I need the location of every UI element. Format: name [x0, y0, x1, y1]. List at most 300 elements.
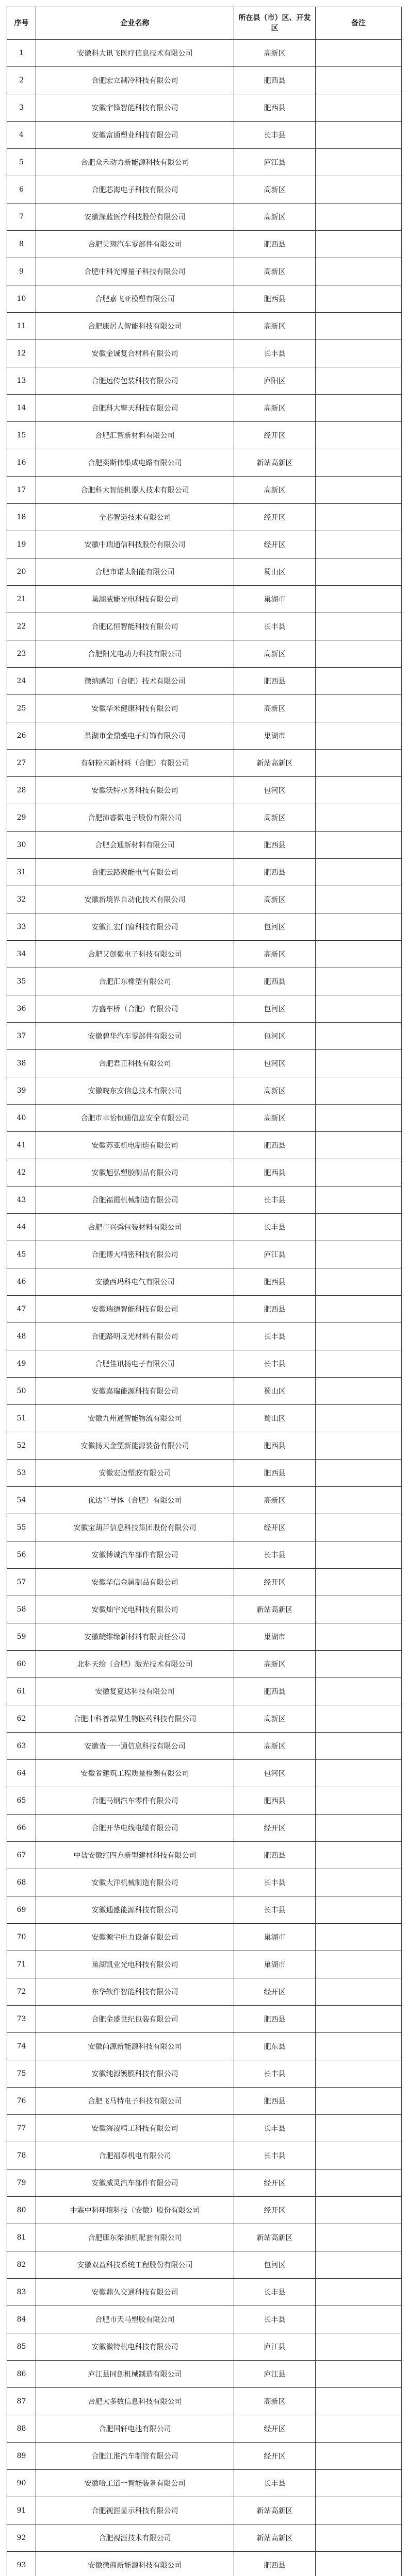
note-cell [316, 1815, 402, 1842]
row-number-cell: 92 [7, 2524, 36, 2552]
district-cell: 肥西县 [234, 2006, 316, 2033]
note-cell [316, 1187, 402, 1214]
district-cell: 包河区 [234, 1023, 316, 1050]
row-number-cell: 65 [7, 1787, 36, 1815]
company-name-cell: 合肥马钢汽车零件有限公司 [36, 1787, 234, 1815]
district-cell: 长丰县 [234, 2470, 316, 2497]
company-name-cell: 庐江县同创机械制造有限公司 [36, 2361, 234, 2388]
table-row [7, 2306, 402, 2333]
row-number-cell: 52 [7, 1432, 36, 1460]
table-row [7, 668, 402, 695]
company-name-cell: 中盐安徽红四方新型建材科技有限公司 [36, 1842, 234, 1869]
row-number-cell: 41 [7, 1132, 36, 1159]
table-row [7, 122, 402, 149]
district-cell: 高新区 [234, 204, 316, 231]
note-cell [316, 2006, 402, 2033]
company-name-cell: 方盛车桥（合肥）有限公司 [36, 995, 234, 1023]
table-row [7, 504, 402, 531]
district-cell: 高新区 [234, 695, 316, 722]
row-number-cell: 17 [7, 477, 36, 504]
row-number-cell: 24 [7, 668, 36, 695]
company-name-cell: 合肥博大精密科技有限公司 [36, 1241, 234, 1268]
company-name-cell: 合肥芯海电子科技有限公司 [36, 176, 234, 204]
row-number-cell: 26 [7, 722, 36, 750]
district-cell: 高新区 [234, 1733, 316, 1760]
district-cell: 经开区 [234, 2197, 316, 2224]
note-cell [316, 1105, 402, 1132]
company-name-cell: 安徽省一一通信息科技有限公司 [36, 1733, 234, 1760]
company-name-cell: 安徽华信金属制品有限公司 [36, 1569, 234, 1596]
row-number-cell: 13 [7, 367, 36, 395]
district-cell: 新站高新区 [234, 750, 316, 777]
company-name-cell: 安徽源宇电力设备有限公司 [36, 1924, 234, 1951]
company-name-cell: 安徽新境界自动化技术有限公司 [36, 886, 234, 913]
note-cell [316, 1596, 402, 1623]
company-name-cell: 安徽瑞德智能科技有限公司 [36, 1296, 234, 1323]
row-number-cell: 51 [7, 1405, 36, 1432]
table-row [7, 258, 402, 285]
district-cell: 新站高新区 [234, 449, 316, 477]
table-row [7, 2524, 402, 2552]
table-row [7, 94, 402, 122]
company-name-cell: 合肥昊翔汽车零部件有限公司 [36, 231, 234, 258]
note-cell [316, 1569, 402, 1596]
district-cell: 高新区 [234, 886, 316, 913]
row-number-cell: 40 [7, 1105, 36, 1132]
district-cell: 肥西县 [234, 231, 316, 258]
company-name-cell: 合肥君正科技有限公司 [36, 1050, 234, 1077]
note-cell [316, 2443, 402, 2470]
note-cell [316, 1623, 402, 1651]
district-cell: 长丰县 [234, 1323, 316, 1350]
district-cell: 经开区 [234, 1569, 316, 1596]
district-cell: 长丰县 [234, 1187, 316, 1214]
note-cell [316, 2170, 402, 2197]
district-cell: 肥西县 [234, 2552, 316, 2576]
row-number-cell: 83 [7, 2279, 36, 2306]
note-cell [316, 1705, 402, 1733]
note-cell [316, 258, 402, 285]
table-row [7, 1487, 402, 1514]
district-cell: 高新区 [234, 2388, 316, 2415]
row-number-cell: 69 [7, 1896, 36, 1924]
row-number-cell: 4 [7, 122, 36, 149]
table-row [7, 2497, 402, 2524]
company-name-cell: 合肥汇东橡塑有限公司 [36, 968, 234, 995]
row-number-cell: 47 [7, 1296, 36, 1323]
note-cell [316, 2524, 402, 2552]
row-number-cell: 49 [7, 1350, 36, 1378]
note-cell [316, 1159, 402, 1187]
row-number-cell: 86 [7, 2361, 36, 2388]
note-cell [316, 2552, 402, 2576]
company-name-cell: 合肥宏立制冷科技有限公司 [36, 67, 234, 94]
note-cell [316, 1023, 402, 1050]
district-cell: 肥西县 [234, 1432, 316, 1460]
company-name-cell: 安徽科大讯飞医疗信息技术有限公司 [36, 40, 234, 67]
row-number-cell: 53 [7, 1460, 36, 1487]
table-row [7, 2033, 402, 2060]
row-number-cell: 35 [7, 968, 36, 995]
table-row [7, 1951, 402, 1978]
table-row [7, 1869, 402, 1896]
row-number-cell: 91 [7, 2497, 36, 2524]
company-name-cell: 安徽九州通智能物流有限公司 [36, 1405, 234, 1432]
table-row [7, 750, 402, 777]
table-row [7, 1705, 402, 1733]
table-row [7, 1023, 402, 1050]
note-cell [316, 1460, 402, 1487]
company-name-cell: 合肥亿恒智能科技有限公司 [36, 613, 234, 640]
district-cell: 经开区 [234, 2443, 316, 2470]
row-number-cell: 22 [7, 613, 36, 640]
note-cell [316, 1268, 402, 1296]
table-row [7, 640, 402, 668]
note-cell [316, 340, 402, 367]
row-number-cell: 59 [7, 1623, 36, 1651]
note-cell [316, 1787, 402, 1815]
district-cell: 包河区 [234, 1050, 316, 1077]
note-cell [316, 367, 402, 395]
note-cell [316, 640, 402, 668]
district-cell: 高新区 [234, 1105, 316, 1132]
note-cell [316, 204, 402, 231]
row-number-cell: 71 [7, 1951, 36, 1978]
table-row [7, 204, 402, 231]
row-number-cell: 38 [7, 1050, 36, 1077]
table-row [7, 1132, 402, 1159]
note-cell [316, 722, 402, 750]
note-cell [316, 285, 402, 313]
table-row [7, 1815, 402, 1842]
note-cell [316, 586, 402, 613]
company-name-cell: 安徽宝葫芦信息科技集团股份有限公司 [36, 1514, 234, 1541]
district-cell: 包河区 [234, 777, 316, 804]
company-name-cell: 安徽灿宇光电科技有限公司 [36, 1596, 234, 1623]
note-cell [316, 531, 402, 558]
table-row [7, 1460, 402, 1487]
note-cell [316, 2224, 402, 2251]
row-number-cell: 56 [7, 1541, 36, 1569]
table-row [7, 340, 402, 367]
row-number-cell: 57 [7, 1569, 36, 1596]
company-name-cell: 安徽西玛科电气有限公司 [36, 1268, 234, 1296]
row-number-cell: 46 [7, 1268, 36, 1296]
note-cell [316, 504, 402, 531]
header-row [7, 7, 402, 40]
header-no: 序号 [7, 7, 36, 40]
company-name-cell: 合肥奕斯伟集成电路有限公司 [36, 449, 234, 477]
district-cell: 蜀山区 [234, 558, 316, 586]
row-number-cell: 72 [7, 1978, 36, 2006]
note-cell [316, 1405, 402, 1432]
district-cell: 高新区 [234, 1077, 316, 1105]
company-name-cell: 合肥江淮汽车制管有限公司 [36, 2443, 234, 2470]
district-cell: 肥西县 [234, 968, 316, 995]
company-name-cell: 合肥大多数信息科技有限公司 [36, 2388, 234, 2415]
note-cell [316, 2088, 402, 2115]
company-name-cell: 安徽纯源镀膜科技有限公司 [36, 2060, 234, 2088]
district-cell: 肥西县 [234, 1787, 316, 1815]
table-row [7, 1187, 402, 1214]
table-row [7, 1105, 402, 1132]
district-cell: 新站高新区 [234, 2224, 316, 2251]
district-cell: 高新区 [234, 258, 316, 285]
note-cell [316, 1296, 402, 1323]
district-cell: 肥西县 [234, 67, 316, 94]
company-name-cell: 合肥市诺太阳能有限公司 [36, 558, 234, 586]
district-cell: 肥西县 [234, 668, 316, 695]
header-note: 备注 [316, 7, 402, 40]
row-number-cell: 70 [7, 1924, 36, 1951]
table-row [7, 2142, 402, 2170]
company-name-cell: 合肥汇智新材料有限公司 [36, 422, 234, 449]
district-cell: 长丰县 [234, 1214, 316, 1241]
note-cell [316, 149, 402, 176]
district-cell: 高新区 [234, 1705, 316, 1733]
row-number-cell: 60 [7, 1651, 36, 1678]
row-number-cell: 36 [7, 995, 36, 1023]
table-row [7, 1514, 402, 1541]
company-name-cell: 安徽金诚复合材料有限公司 [36, 340, 234, 367]
table-row [7, 2251, 402, 2279]
company-name-cell: 安徽双益科技系统工程股份有限公司 [36, 2251, 234, 2279]
company-name-cell: 中霖中科环境科技（安徽）股份有限公司 [36, 2197, 234, 2224]
district-cell: 长丰县 [234, 2279, 316, 2306]
note-cell [316, 613, 402, 640]
note-cell [316, 859, 402, 886]
district-cell: 经开区 [234, 422, 316, 449]
note-cell [316, 1951, 402, 1978]
company-name-cell: 合肥云路聚能电气有限公司 [36, 859, 234, 886]
header-district: 所在县（市）区、开发区 [234, 7, 316, 40]
table-row [7, 67, 402, 94]
row-number-cell: 80 [7, 2197, 36, 2224]
row-number-cell: 20 [7, 558, 36, 586]
row-number-cell: 82 [7, 2251, 36, 2279]
note-cell [316, 1323, 402, 1350]
note-cell [316, 122, 402, 149]
table-row [7, 2470, 402, 2497]
company-name-cell: 安徽华米健康科技有限公司 [36, 695, 234, 722]
note-cell [316, 1241, 402, 1268]
district-cell: 高新区 [234, 1651, 316, 1678]
company-name-cell: 合肥沛睿微电子股份有限公司 [36, 804, 234, 832]
note-cell [316, 1350, 402, 1378]
table-row [7, 2388, 402, 2415]
table-row [7, 2279, 402, 2306]
district-cell: 长丰县 [234, 2142, 316, 2170]
note-cell [316, 1132, 402, 1159]
district-cell: 高新区 [234, 941, 316, 968]
table-row [7, 231, 402, 258]
company-name-cell: 安徽海凌精工科技有限公司 [36, 2115, 234, 2142]
row-number-cell: 2 [7, 67, 36, 94]
district-cell: 长丰县 [234, 1541, 316, 1569]
district-cell: 肥西县 [234, 1460, 316, 1487]
company-name-cell: 巢湖威能光电科技有限公司 [36, 586, 234, 613]
table-row [7, 832, 402, 859]
company-name-cell: 安徽沃特水务科技有限公司 [36, 777, 234, 804]
note-cell [316, 2033, 402, 2060]
row-number-cell: 6 [7, 176, 36, 204]
district-cell: 高新区 [234, 477, 316, 504]
row-number-cell: 28 [7, 777, 36, 804]
row-number-cell: 21 [7, 586, 36, 613]
table-row [7, 2006, 402, 2033]
company-name-cell: 合肥艾创微电子科技有限公司 [36, 941, 234, 968]
row-number-cell: 48 [7, 1323, 36, 1350]
table-row [7, 2170, 402, 2197]
company-name-cell: 合肥福泰机电有限公司 [36, 2142, 234, 2170]
row-number-cell: 81 [7, 2224, 36, 2251]
table-row [7, 2333, 402, 2361]
company-name-cell: 合肥众禾动力新能源科技有限公司 [36, 149, 234, 176]
company-name-cell: 合肥远传包装科技有限公司 [36, 367, 234, 395]
row-number-cell: 11 [7, 313, 36, 340]
row-number-cell: 32 [7, 886, 36, 913]
row-number-cell: 10 [7, 285, 36, 313]
district-cell: 经开区 [234, 531, 316, 558]
row-number-cell: 76 [7, 2088, 36, 2115]
note-cell [316, 1077, 402, 1105]
company-name-cell: 有研粉末新材料（合肥）有限公司 [36, 750, 234, 777]
company-name-cell: 北科天绘（合肥）激光技术有限公司 [36, 1651, 234, 1678]
company-name-cell: 安徽中瑞通信科技股份有限公司 [36, 531, 234, 558]
note-cell [316, 886, 402, 913]
row-number-cell: 37 [7, 1023, 36, 1050]
table-row [7, 1733, 402, 1760]
table-row [7, 2443, 402, 2470]
note-cell [316, 1050, 402, 1077]
company-name-cell: 合肥佳讯扬电子有限公司 [36, 1350, 234, 1378]
row-number-cell: 66 [7, 1815, 36, 1842]
note-cell [316, 913, 402, 941]
table-row [7, 1596, 402, 1623]
table-row [7, 1760, 402, 1787]
company-name-cell: 安徽通盛能源科技有限公司 [36, 1896, 234, 1924]
company-name-cell: 安徽苏亚机电制造有限公司 [36, 1132, 234, 1159]
table-row [7, 941, 402, 968]
company-name-cell: 安徽省建筑工程质量检测有限公司 [36, 1760, 234, 1787]
note-cell [316, 2251, 402, 2279]
note-cell [316, 422, 402, 449]
note-cell [316, 2197, 402, 2224]
district-cell: 包河区 [234, 2251, 316, 2279]
row-number-cell: 88 [7, 2415, 36, 2443]
row-number-cell: 31 [7, 859, 36, 886]
note-cell [316, 2306, 402, 2333]
table-row [7, 913, 402, 941]
company-name-cell: 合肥中科普瑞昇生物医药科技有限公司 [36, 1705, 234, 1733]
note-cell [316, 395, 402, 422]
district-cell: 新站高新区 [234, 2497, 316, 2524]
table-row [7, 859, 402, 886]
note-cell [316, 2497, 402, 2524]
row-number-cell: 16 [7, 449, 36, 477]
table-row [7, 40, 402, 67]
company-name-cell: 合肥科大智能机器人技术有限公司 [36, 477, 234, 504]
table-row [7, 1569, 402, 1596]
company-name-cell: 安徽扬天金塑新能源装备有限公司 [36, 1432, 234, 1460]
table-row [7, 1077, 402, 1105]
company-name-cell: 安徽碧华汽车零部件有限公司 [36, 1023, 234, 1050]
row-number-cell: 9 [7, 258, 36, 285]
table-row [7, 1432, 402, 1460]
district-cell: 肥西县 [234, 285, 316, 313]
district-cell: 经开区 [234, 504, 316, 531]
note-cell [316, 1432, 402, 1460]
district-cell: 经开区 [234, 1514, 316, 1541]
note-cell [316, 2142, 402, 2170]
note-cell [316, 1896, 402, 1924]
table-row [7, 477, 402, 504]
table-row [7, 2552, 402, 2576]
row-number-cell: 42 [7, 1159, 36, 1187]
note-cell [316, 2415, 402, 2443]
note-cell [316, 1842, 402, 1869]
row-number-cell: 84 [7, 2306, 36, 2333]
company-name-cell: 合肥飞马特电子科技有限公司 [36, 2088, 234, 2115]
district-cell: 肥西县 [234, 1268, 316, 1296]
table-row [7, 367, 402, 395]
district-cell: 高新区 [234, 395, 316, 422]
note-cell [316, 2333, 402, 2361]
note-cell [316, 1760, 402, 1787]
table-row [7, 1350, 402, 1378]
row-number-cell: 75 [7, 2060, 36, 2088]
district-cell: 巢湖市 [234, 586, 316, 613]
table-row [7, 313, 402, 340]
note-cell [316, 804, 402, 832]
enterprise-table [7, 7, 402, 2576]
row-number-cell: 8 [7, 231, 36, 258]
district-cell: 巢湖市 [234, 1951, 316, 1978]
table-row [7, 1378, 402, 1405]
table-row [7, 149, 402, 176]
note-cell [316, 1924, 402, 1951]
table-header [7, 7, 402, 40]
district-cell: 肥西县 [234, 1296, 316, 1323]
company-name-cell: 安徽大洋机械制造有限公司 [36, 1869, 234, 1896]
note-cell [316, 67, 402, 94]
company-name-cell: 安徽汇宏门窗科技有限公司 [36, 913, 234, 941]
note-cell [316, 477, 402, 504]
table-row [7, 1405, 402, 1432]
district-cell: 经开区 [234, 1978, 316, 2006]
row-number-cell: 50 [7, 1378, 36, 1405]
district-cell: 高新区 [234, 1487, 316, 1514]
row-number-cell: 67 [7, 1842, 36, 1869]
district-cell: 高新区 [234, 176, 316, 204]
row-number-cell: 89 [7, 2443, 36, 2470]
district-cell: 肥西县 [234, 859, 316, 886]
note-cell [316, 1541, 402, 1569]
district-cell: 肥西县 [234, 1159, 316, 1187]
company-name-cell: 安徽威灵汽车部件有限公司 [36, 2170, 234, 2197]
district-cell: 经开区 [234, 2170, 316, 2197]
table-row [7, 1842, 402, 1869]
row-number-cell: 39 [7, 1077, 36, 1105]
company-name-cell: 合肥会通新材料有限公司 [36, 832, 234, 859]
note-cell [316, 695, 402, 722]
district-cell: 巢湖市 [234, 1924, 316, 1951]
note-cell [316, 2060, 402, 2088]
district-cell: 庐江县 [234, 2361, 316, 2388]
table-row [7, 449, 402, 477]
company-name-cell: 安徽鼎久交通科技有限公司 [36, 2279, 234, 2306]
note-cell [316, 2115, 402, 2142]
